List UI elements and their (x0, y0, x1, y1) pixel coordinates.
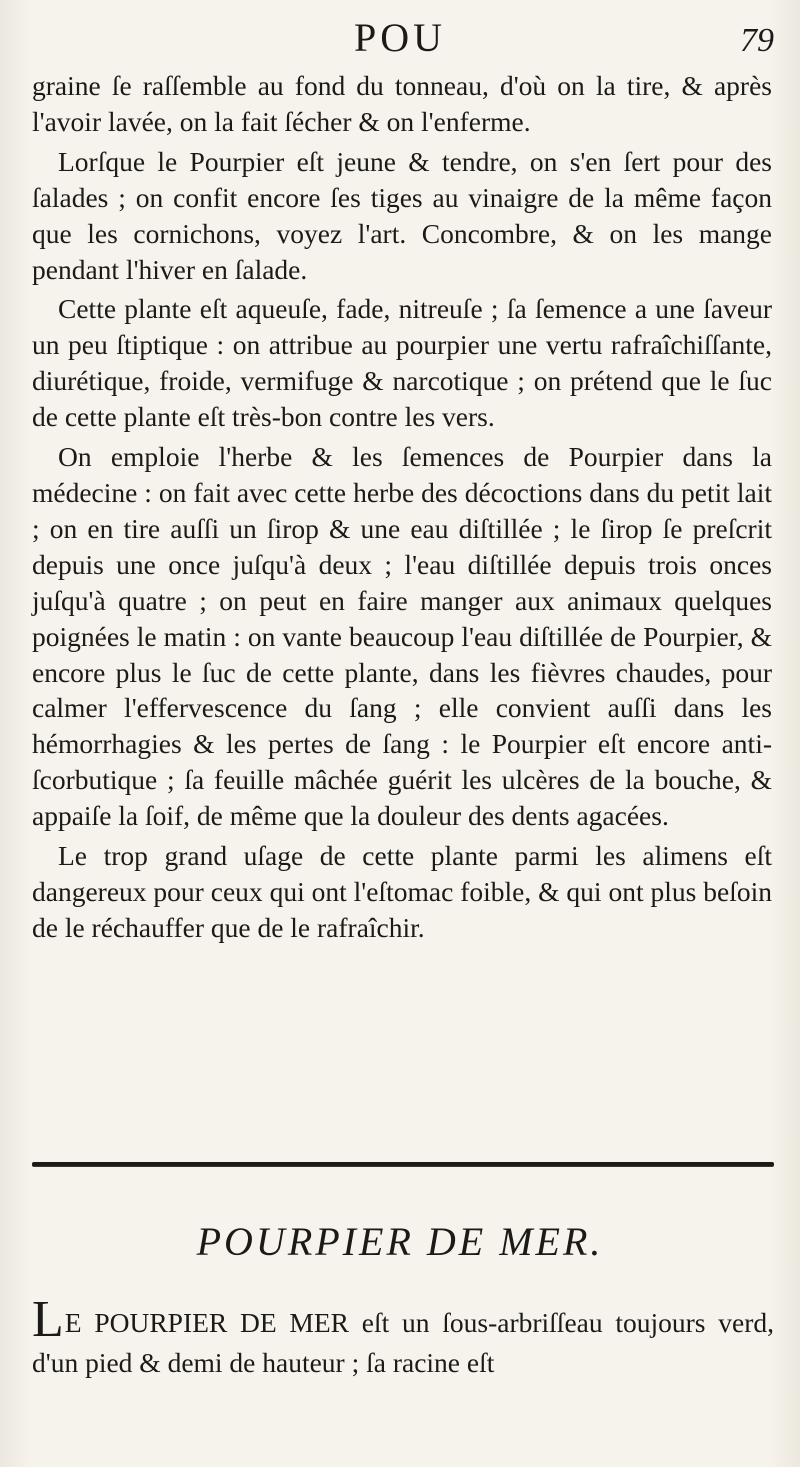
section-opening-text: E POURPIER DE MER eſt un ſous-arbriſſeau toujours verd, d'un pied & demi de hauteur ; ſa racine eſt (32, 1307, 774, 1378)
running-head: POU (353, 15, 447, 60)
drop-cap: L (32, 1291, 64, 1348)
page-number: 79 (740, 22, 774, 59)
section-title: POURPIER DE MER. (196, 1219, 604, 1264)
section-opening (32, 1291, 774, 1383)
section-divider (32, 1162, 774, 1166)
paragraph-1: graine ſe raſſemble au fond du tonneau, d'où on la tire, & après l'avoir lavée, on la fait ſécher & on l'enferme. (32, 70, 772, 137)
paragraph-3: Cette plante eſt aqueuſe, fade, nitreuſe ; ſa ſemence a une ſaveur un peu ſtiptique : on attribue au pourpier une vertu rafraîchiſſante, diurétique, froide, vermifuge & narcotique ; on prétend que le ſuc de cette plante eſt très-bon contre les vers. (32, 293, 772, 433)
paragraph-4: On emploie l'herbe & les ſemences de Pourpier dans la médecine : on fait avec cette herbe des décoctions dans du petit lait ; on en tire auſſi un ſirop & une eau diſtillée ; le ſirop ſe preſcrit depuis une once juſqu'à deux ; l'eau diſtillée depuis trois onces juſqu'à quatre ; on peut en faire manger aux animaux quelques poignées le matin : on vante beaucoup l'eau diſtillée de Pourpier, & encore plus le ſuc de cette plante, dans les fièvres chaudes, pour calmer l'effervescence du ſang ; elle convient auſſi dans les hémorrhagies & les pertes de ſang : le Pourpier eſt encore anti-ſcorbutique ; ſa feuille mâchée guérit les ulcères de la bouche, & appaiſe la ſoif, de même que la douleur des dents agacées. (32, 441, 772, 832)
paragraph-2: Lorſque le Pourpier eſt jeune & tendre, on s'en ſert pour des ſalades ; on confit encore ſes tiges au vinaigre de la même façon que les cornichons, voyez l'art. Concombre, & on les mange pendant l'hiver en ſalade. (32, 145, 772, 285)
paragraph-5: Le trop grand uſage de cette plante parmi les alimens eſt dangereux pour ceux qui ont l'eſtomac foible, & qui ont plus beſoin de le réchauffer que de le rafraîchir. (32, 840, 772, 943)
main-text (32, 68, 772, 950)
page-header (0, 14, 800, 64)
